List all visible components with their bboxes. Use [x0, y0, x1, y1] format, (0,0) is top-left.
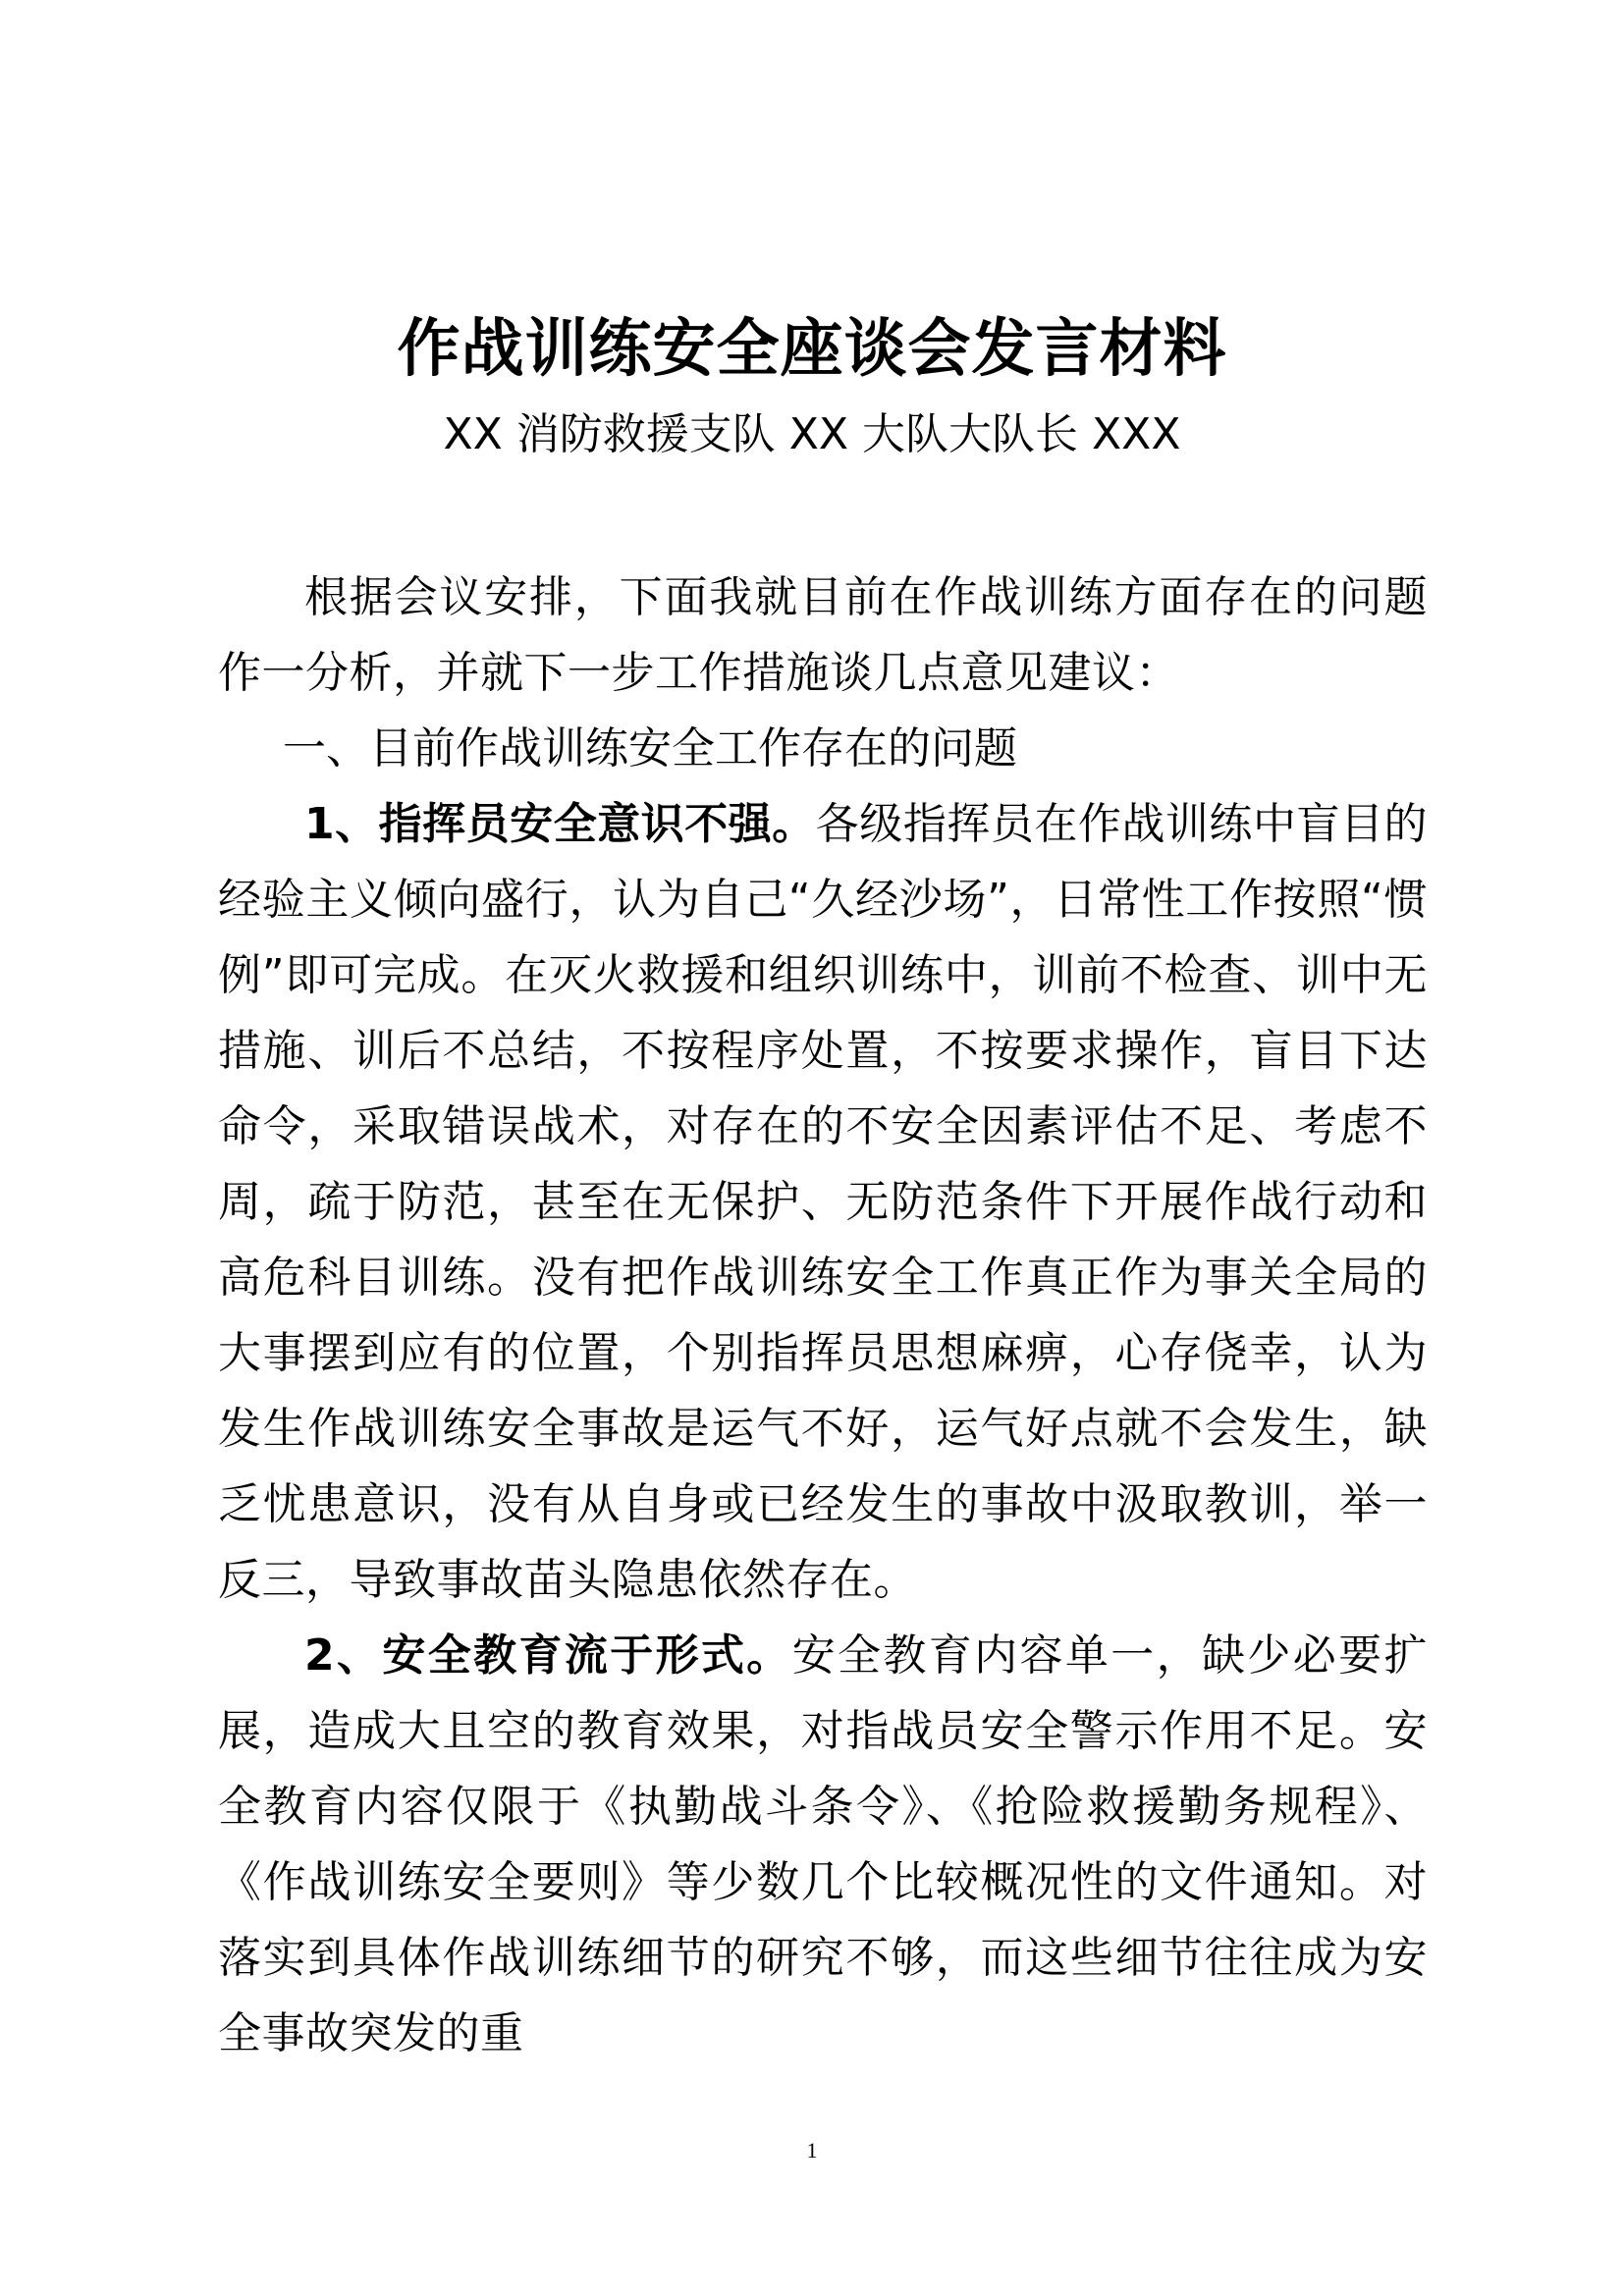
intro-paragraph: 根据会议安排，下面我就目前在作战训练方面存在的问题作一分析，并就下一步工作措施谈几点意见建议：: [218, 572, 1428, 698]
page-number: 1: [806, 2138, 818, 2163]
item-text-2: 安全教育内容单一，缺少必要扩展，造成大且空的教育效果，对指战员安全警示作用不足。安全教育内容仅限于《执勤战斗条令》、《抢险救援勤务规程》、《作战训练安全要则》等少数几个比较概况性的文件通知。对落实到具体作战训练细节的研究不够，而这些细节往往成为安全事故突发的重: [218, 1630, 1428, 2058]
item-lead-2: 2、安全教育流于形式。: [304, 1630, 792, 1681]
document-title: 作战训练安全座谈会发言材料: [397, 312, 1227, 386]
author-line: XX 消防救援支队 XX 大队大队长 XXX: [443, 409, 1181, 459]
document-body: [218, 560, 1428, 2071]
section-heading-1: 一、目前作战训练安全工作存在的问题: [283, 723, 1017, 774]
item-text-1: 各级指挥员在作战训练中盲目的经验主义倾向盛行，认为自己“久经沙场”，日常性工作按照“惯例”即可完成。在灭火救援和组织训练中，训前不检查、训中无措施、训后不总结，不按程序处置，不按要求操作，盲目下达命令，采取错误战术，对存在的不安全因素评估不足、考虑不周，疏于防范，甚至在无保护、无防范条件下开展作战行动和高危科目训练。没有把作战训练安全工作真正作为事关全局的大事摆到应有的位置，个别指挥员思想麻痹，心存侥幸，认为发生作战训练安全事故是运气不好，运气好点就不会发生，缺乏忧患意识，没有从自身或已经发生的事故中汲取教训，举一反三，导致事故苗头隐患依然存在。: [218, 799, 1428, 1605]
item-paragraph-1: [218, 786, 1428, 1618]
item-lead-1: 1、指挥员安全意识不强。: [304, 799, 816, 849]
item-paragraph-2: [218, 1618, 1428, 2071]
